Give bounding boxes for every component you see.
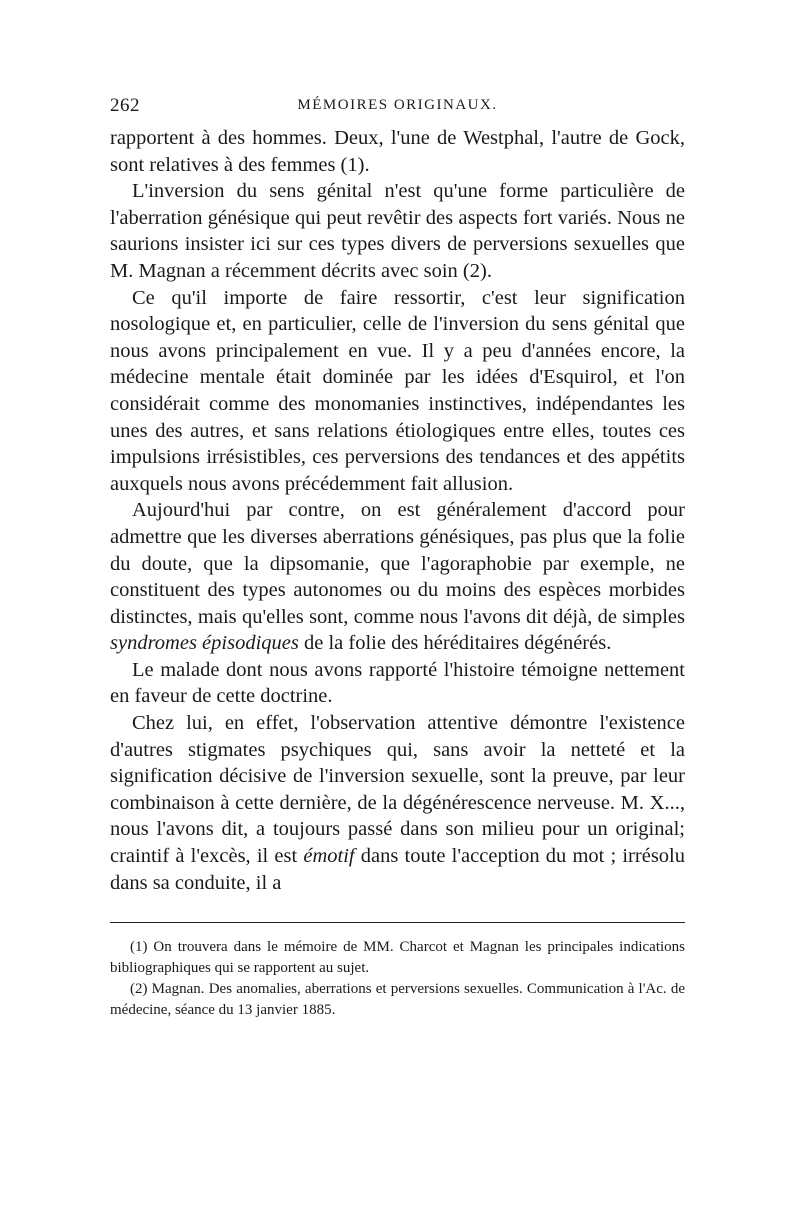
paragraph-6-text: Chez lui, en effet, l'observation attentive démontre l'existence d'autres stigmates psychiques qui, sans avoir la netteté et la signification décisive de l'inversion sexuelle, sont la preuve, par leur combinaison à cette dernière, de la dégénérescence nerveuse. M. X..., nous l'avons dit, a toujours passé dans son milieu pour un original; craintif à l'excès, il est [110,712,685,868]
paragraph-4-text: Aujourd'hui par contre, on est généralement d'accord pour admettre que les diverses aberrations génésiques, pas plus que la folie du doute, que la dipsomanie, que l'agoraphobie par exemple, ne constituent des types autonomes ou du moins des espèces morbides distinctes, mais qu'elles sont, comme nous l'avons dit déjà, de simples [110,499,685,628]
paragraph-4-text-end: de la folie des héréditaires dégénérés. [298,632,612,655]
paragraph-6-italic: émotif [303,845,355,868]
paragraph-3: Ce qu'il importe de faire ressortir, c'est leur signification nosologique et, en particulier, celle de l'inversion du sens génital que nous avons principalement en vue. Il y a peu d'années encore, la médecine mentale était dominée par les idées d'Esquirol, et l'on considérait comme des monomanies instinctives, indépendantes les unes des autres, et sans relations étiologiques entre elles, toutes ces impulsions irrésistibles, ces perversions des tendances et des appétits auxquels nous avons précédemment fait allusion. [110,286,685,495]
paragraph-6-text-end: dans toute l'acception du mot ; irrésolu dans sa conduite, il a [110,845,685,894]
footnotes [110,937,685,1021]
paragraph-5: Le malade dont nous avons rapporté l'histoire témoigne nettement en faveur de cette doctrine. [110,658,685,708]
paragraph-2: L'inversion du sens génital n'est qu'une forme particulière de l'aberration génésique qui peut revêtir des aspects fort variés. Nous ne saurions insister ici sur ces types divers de perversions sexuelles que M. Magnan a récemment décrits avec soin (2). [110,180,685,282]
paragraph-6 [110,710,685,896]
paragraph-4-italic: syndromes épisodiques [110,632,299,655]
footnote-rule [110,922,685,923]
body-text [110,125,685,896]
running-head: MÉMOIRES ORIGINAUX. [297,97,498,113]
paragraph-4 [110,497,685,657]
footnote-2: (2) Magnan. Des anomalies, aberrations et perversions sexuelles. Communication à l'Ac. de médecine, séance du 13 janvier 1885. [110,981,685,1019]
page-number: 262 [110,95,140,116]
book-page [110,95,685,1021]
page-header [110,95,685,121]
footnote-1: (1) On trouvera dans le mémoire de MM. Charcot et Magnan les principales indications bibliographiques qui se rapportent au sujet. [110,939,685,977]
paragraph-1-continuation: rapportent à des hommes. Deux, l'une de Westphal, l'autre de Gock, sont relatives à des femmes (1). [110,127,685,176]
